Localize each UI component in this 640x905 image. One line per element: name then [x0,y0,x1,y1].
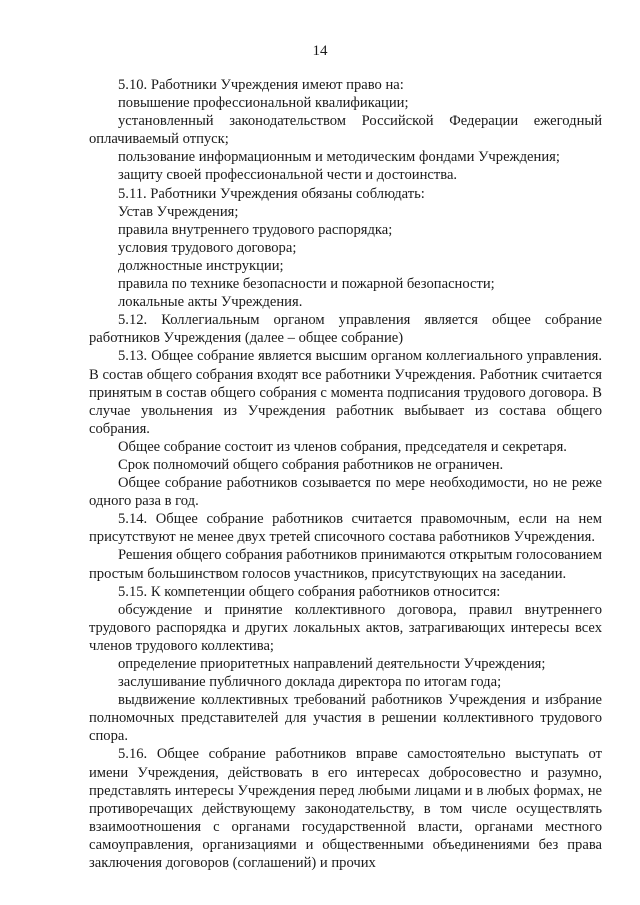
list-item: правила по технике безопасности и пожарной безопасности; [118,276,495,293]
list-item: Устав Учреждения; [118,203,239,220]
paragraph-5-13: 5.13. Общее собрание является высшим органом коллегиального управления. В состав общего собрания входят все работники Учреждения. Работник считается принятым в состав общего собрания с момента подписания трудового договора. В случае увольнения из Учреждения работник выбывает из состава общего собрания. [89,348,602,437]
paragraph-5-11: 5.11. Работники Учреждения обязаны соблюдать: [118,185,425,202]
paragraph: Срок полномочий общего собрания работников не ограничен. [118,456,504,473]
list-item: условия трудового договора; [118,239,297,256]
list-item: пользование информационным и методическим фондами Учреждения; [118,149,560,166]
paragraph: Общее собрание состоит из членов собрания, председателя и секретаря. [118,438,567,455]
list-item: повышение профессиональной квалификации; [118,95,409,112]
list-item: локальные акты Учреждения. [118,294,303,311]
paragraph: Общее собрание работников созывается по мере необходимости, но не реже одного раза в год. [89,475,602,510]
paragraph-5-16: 5.16. Общее собрание работников вправе самостоятельно выступать от имени Учреждения, действовать в его интересах добросовестно и разумно, представлять интересы Учреждения перед любыми лицами и в любых формах, не противоречащих действующему законодательству, в том числе осуществлять взаимоотношения с органами государственной власти, органами местного самоуправления, организациями и общественными объединениями без права заключения договоров (соглашений) и прочих [89,746,602,872]
list-item: должностные инструкции; [118,257,284,274]
paragraph-5-10: 5.10. Работники Учреждения имеют право на: [118,77,404,93]
list-item: обсуждение и принятие коллективного договора, правил внутреннего трудового распорядка и других локальных актов, затрагивающих интересы всех членов трудового коллектива; [89,601,602,654]
paragraph-5-14: 5.14. Общее собрание работников считается правомочным, если на нем присутствуют не менее двух третей списочного состава работников Учреждения. [89,511,602,546]
list-item: установленный законодательством Российской Федерации ежегодный оплачиваемый отпуск; [89,113,602,148]
paragraph-5-12: 5.12. Коллегиальным органом управления является общее собрание работников Учреждения (далее – общее собрание) [89,312,602,347]
paragraph-5-15: 5.15. К компетенции общего собрания работников относится: [118,583,501,600]
document-body [89,76,602,872]
list-item: выдвижение коллективных требований работников Учреждения и избрание полномочных представителей для участия в решении коллективного трудового спора. [89,692,602,745]
list-item: правила внутреннего трудового распорядка; [118,221,393,238]
page-number: 14 [312,43,328,59]
list-item: заслушивание публичного доклада директора по итогам года; [118,674,502,691]
list-item: определение приоритетных направлений деятельности Учреждения; [118,656,546,672]
list-item: защиту своей профессиональной чести и достоинства. [118,167,458,184]
paragraph: Решения общего собрания работников принимаются открытым голосованием простым большинством голосов участников, присутствующих на заседании. [89,547,602,582]
